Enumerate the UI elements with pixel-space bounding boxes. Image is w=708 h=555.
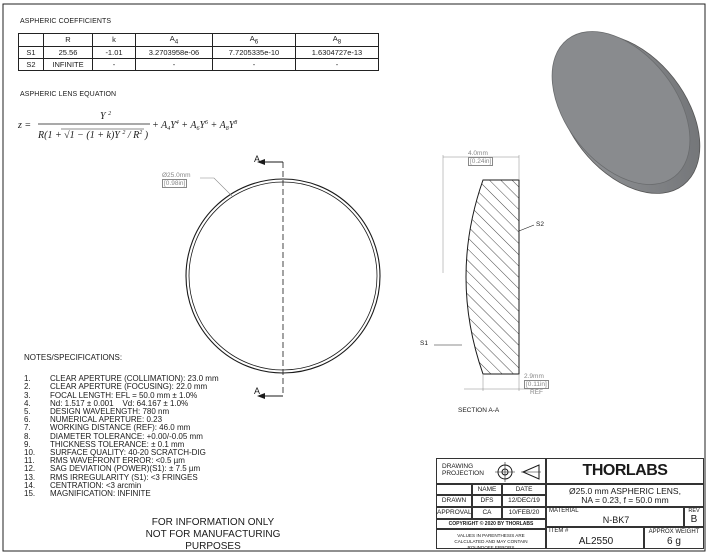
note-number: 1. bbox=[24, 374, 31, 384]
disclaimer-line-1: FOR INFORMATION ONLY bbox=[151, 517, 275, 528]
disclaimer-line-2: NOT FOR MANUFACTURING PURPOSES bbox=[145, 529, 281, 552]
header-cell: $A_4$ bbox=[136, 34, 213, 47]
label-s2: S2 bbox=[536, 221, 544, 228]
note-number: 7. bbox=[24, 423, 31, 433]
rev-cell bbox=[684, 507, 704, 527]
note-number: 4. bbox=[24, 398, 31, 408]
weight-cell bbox=[644, 527, 704, 549]
material-value: N-BK7 bbox=[602, 515, 630, 525]
svg-text:+ A4Y4 + A6Y6 + A8Y8: + $A_4Y^4 + A_6Y^6 + A_8Y^8$ bbox=[152, 120, 238, 132]
note-text: DIAMETER TOLERANCE: +0.00/-0.05 mm bbox=[50, 431, 203, 441]
note-text: Nd: 1.517 ± 0.001 Vd: 64.167 ± 1.0% bbox=[50, 398, 189, 408]
header-subscript: 6 bbox=[254, 38, 259, 46]
item-cell bbox=[546, 527, 644, 549]
table-row bbox=[19, 58, 379, 70]
third-angle-projection-icon bbox=[495, 462, 545, 482]
note-text: MAGNIFICATION: INFINITE bbox=[50, 489, 151, 499]
notes-section bbox=[24, 354, 219, 498]
note-number: 6. bbox=[24, 415, 31, 425]
projection-cell bbox=[436, 458, 546, 484]
thorlabs-logo: THORLABS bbox=[582, 462, 668, 479]
header-cell: k bbox=[93, 34, 136, 47]
note-text: CLEAR APERTURE (COLLIMATION): 23.0 mm bbox=[50, 374, 219, 384]
hatch-fill bbox=[440, 175, 530, 380]
diameter-mm: Ø25.0mm bbox=[162, 172, 191, 179]
diameter-leader bbox=[200, 178, 232, 196]
table-cell: - bbox=[296, 58, 379, 70]
note-number: 3. bbox=[24, 390, 31, 400]
rev-value: B bbox=[690, 514, 698, 525]
approval-date: 10/FEB/20 bbox=[502, 507, 546, 519]
brand-cell bbox=[546, 458, 704, 484]
list-item bbox=[24, 490, 219, 498]
diameter-in: [0.98in] bbox=[164, 180, 186, 187]
material-label: MATERIAL bbox=[549, 508, 579, 514]
item-value: AL2550 bbox=[578, 536, 614, 547]
note-number: 2. bbox=[24, 382, 31, 392]
drawn-label: DRAWN bbox=[436, 495, 472, 507]
table-cell: S2 bbox=[19, 58, 44, 70]
aspheric-equation bbox=[14, 110, 264, 146]
header-subscript: 8 bbox=[337, 38, 342, 46]
table-cell: - bbox=[213, 58, 296, 70]
thickness-mm: 4.0mm bbox=[468, 150, 488, 157]
weight-value: 6 g bbox=[667, 536, 681, 547]
coefficients-title: ASPHERIC COEFFICIENTS bbox=[20, 18, 112, 25]
note-number: 11. bbox=[24, 456, 35, 466]
material-cell bbox=[546, 507, 684, 527]
date-header: DATE bbox=[502, 484, 546, 495]
lens-face bbox=[535, 14, 705, 199]
name-header: NAME bbox=[472, 484, 502, 495]
note-number: 15. bbox=[24, 489, 36, 499]
note-number: 13. bbox=[24, 472, 36, 482]
thickness-dimension bbox=[468, 150, 493, 166]
title-block bbox=[436, 458, 704, 549]
note-number: 12. bbox=[24, 464, 36, 474]
table-cell: 3.2703958e-06 bbox=[136, 46, 213, 58]
description-line-1: Ø25.0 mm ASPHERIC LENS, bbox=[569, 486, 681, 496]
lens-3d-render bbox=[535, 14, 705, 199]
svg-text:R(1 + √1 − (1 + k)Y 2 / R2 ): R(1 + √1 − (1 + k)Y $^2 / R^2$ ) bbox=[38, 130, 149, 141]
drawing-projection-label: DRAWING PROJECTION bbox=[442, 463, 484, 477]
note-number: 14. bbox=[24, 480, 36, 490]
note-text: THICKNESS TOLERANCE: ± 0.1 mm bbox=[50, 439, 185, 449]
coefficients-table bbox=[18, 33, 379, 71]
note-number: 5. bbox=[24, 407, 31, 417]
section-mark-bottom: A bbox=[254, 386, 261, 396]
note-text: SAG DEVIATION (POWER)(S1): ± 7.5 µm bbox=[50, 464, 201, 474]
disclaimer bbox=[118, 517, 308, 553]
s2-leader bbox=[519, 225, 534, 231]
notes-title: NOTES/SPECIFICATIONS: bbox=[24, 353, 123, 362]
note-number: 9. bbox=[24, 439, 31, 449]
table-row bbox=[19, 46, 379, 58]
approval-name: CA bbox=[472, 507, 502, 519]
section-label: SECTION A-A bbox=[458, 407, 500, 414]
table-cell: 25.56 bbox=[44, 46, 93, 58]
note-text: RMS WAVEFRONT ERROR: <0.5 µm bbox=[50, 456, 185, 466]
table-header-row bbox=[19, 34, 379, 47]
blank-cell bbox=[436, 484, 472, 495]
equation-title: ASPHERIC LENS EQUATION bbox=[20, 91, 117, 98]
header-cell: $A_6$ bbox=[213, 34, 296, 47]
note-text: SURFACE QUALITY: 40-20 SCRATCH-DIG bbox=[50, 448, 206, 458]
header-cell: R bbox=[44, 34, 93, 47]
note-number: 10. bbox=[24, 448, 36, 458]
header-cell bbox=[19, 34, 44, 47]
copyright-text: COPYRIGHT © 2020 BY THORLABS bbox=[436, 519, 546, 529]
edge-dimension bbox=[524, 373, 549, 397]
thickness-in: [0.24in] bbox=[470, 158, 492, 165]
values-note: VALUES IN PARENTHESIS ARE CALCULATED AND MAY CONTAIN ROUNDOFF ERRORS bbox=[436, 529, 546, 549]
note-text: CENTRATION: <3 arcmin bbox=[50, 480, 142, 490]
item-label: ITEM # bbox=[549, 528, 569, 534]
edge-mm: 2.9mm bbox=[524, 373, 544, 380]
section-mark-top: A bbox=[254, 154, 261, 164]
drawn-name: DFS bbox=[472, 495, 502, 507]
rev-label: REV bbox=[688, 508, 700, 514]
label-s1: S1 bbox=[420, 340, 428, 347]
svg-text:Y 2: Y $^2$ bbox=[100, 111, 112, 122]
table-cell: S1 bbox=[19, 46, 44, 58]
approval-label: APPROVAL bbox=[436, 507, 472, 519]
header-cell: $A_8$ bbox=[296, 34, 379, 47]
note-text: RMS IRREGULARITY (S1): <3 FRINGES bbox=[50, 472, 198, 482]
note-number: 8. bbox=[24, 431, 31, 441]
diameter-dimension bbox=[162, 172, 191, 188]
edge-in: [0.11in] bbox=[526, 381, 547, 388]
weight-label: APPROX WEIGHT bbox=[648, 529, 700, 535]
table-cell: -1.01 bbox=[93, 46, 136, 58]
drawn-date: 12/DEC/19 bbox=[502, 495, 546, 507]
description-line-2: NA = 0.23, f = 50.0 mm bbox=[581, 495, 669, 505]
note-text: CLEAR APERTURE (FOCUSING): 22.0 mm bbox=[50, 382, 208, 392]
table-cell: 1.6304727e-13 bbox=[296, 46, 379, 58]
description-cell bbox=[546, 484, 704, 507]
table-cell: - bbox=[93, 58, 136, 70]
edge-ref: REF bbox=[530, 389, 543, 396]
note-text: DESIGN WAVELENGTH: 780 nm bbox=[50, 407, 170, 417]
note-text: NUMERICAL APERTURE: 0.23 bbox=[50, 415, 163, 425]
table-cell: 7.7205335e-10 bbox=[213, 46, 296, 58]
svg-text:z =: z = bbox=[18, 120, 32, 131]
table-cell: - bbox=[136, 58, 213, 70]
table-cell: INFINITE bbox=[44, 58, 93, 70]
note-text: FOCAL LENGTH: EFL = 50.0 mm ± 1.0% bbox=[50, 390, 198, 400]
header-subscript: 4 bbox=[174, 38, 179, 46]
note-text: WORKING DISTANCE (REF): 46.0 mm bbox=[50, 423, 191, 433]
